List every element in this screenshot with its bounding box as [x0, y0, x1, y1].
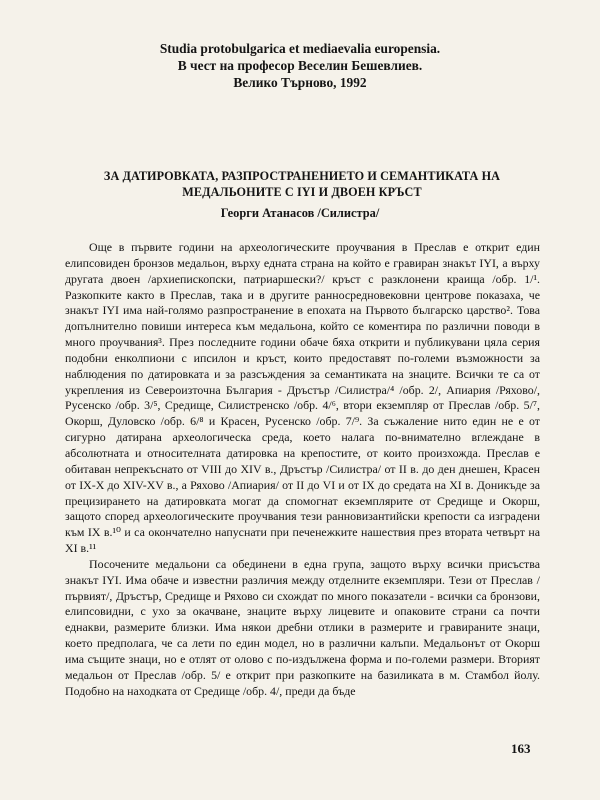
article-title [64, 168, 540, 200]
series-title: Studia protobulgarica et mediaevalia europensia. [159, 41, 441, 56]
series-header [0, 40, 600, 91]
body-paragraph: Посочените медальони са обединени в една група, защото върху всички присъства знакът IYI. Има обаче и известни различия между отделните екземпляри. Тези от Преслав /първият/, Дръстър, Средище и Ряхово си схождат по много показатели - всички са бронзови, елипсовидни, с ухо за окачване, знаците върху лицевите и опаковите страни са почти еднакви, размерите близки. Има някои дребни отлики в размерите и гравираните знаци, което предполага, че са лети по един модел, но в различни калъпи. Медальонът от Окорш има същите знаци, но е отлят от олово с по-издължена форма и по-големи размери. Вторият медальон от Преслав /обр. 5/ е открит при разкопките на базиликата в м. Стамбол йолу. Подобно на находката от Средище /обр. 4/, преди да бъде [65, 556, 540, 698]
article-body [65, 240, 540, 699]
festschrift-dedication: В чест на професор Веселин Бешевлиев. [177, 58, 423, 73]
article-title-line-2: МЕДАЛЬОНИТЕ С IYI И ДВОЕН КРЪСТ [182, 185, 422, 199]
article-title-line-1: ЗА ДАТИРОВКАТА, РАЗПРОСТРАНЕНИЕТО И СЕМАНТИКАТА НА [103, 169, 501, 183]
body-paragraph: Още в първите години на археологическите проучвания в Преслав е открит един елипсовиден бронзов медальон, върху едната страна на който е гравиран знакът IYI, а върху другата двоен /архиепископски, патриаршески?/ кръст с разклонени краища /обр. 1/¹. Разкопките както в Преслав, така и в другите ранносредновековни центрове показаха, че знакът IYI има най-голямо разпространение в епохата на Първото българско царство². Това допълнително повиши интереса към медальона, който се коментира по различни поводи в много проучвания³. През последните години обаче бяха открити и публикувани цяла серия подобни енколпиони с ипсилон и кръст, които предоставят по-големи възможности за наблюдения по датировката и за разсъждения за семантиката на знаците. Всички те са от укрепления из Североизточна България - Дръстър /Силистра/⁴ /обр. 2/, Апиария /Ряхово/, Русенско /обр. 3/⁵, Средище, Силистренско /обр. 4/⁶, втори екземпляр от Преслав /обр. 5/⁷, Окорш, Дуловско /обр. 6/⁸ и Красен, Русенско /обр. 7/⁹. За съжаление нито един не е от сигурно датирана археологическа среда, което налага по-внимателно вглеждане в абсолютната и относителната датировка на крепостите, от които произхожда. Преслав е обитаван непрекъснато от VIII до XIV в., Дръстър /Силистра/ от II в. до ден днешен, Красен от IX-X до XIV-XV в., а Ряхово /Апиария/ от II до VI и от IX до средата на XI в. Доникъде за прецизирането на датировката могат да спомогнат екземплярите от Средище и Окорш, защото според археологическите проучвания тези ранновизантийски крепости са изградени към IX в.¹⁰ и са окончателно напуснати при печенежките нашествия през втората четвърт на XI в.¹¹ [65, 240, 540, 556]
publication-place-year: Велико Търново, 1992 [233, 75, 367, 90]
page-number: 163 [511, 741, 531, 756]
author-byline: Георги Атанасов /Силистра/ [220, 206, 380, 220]
